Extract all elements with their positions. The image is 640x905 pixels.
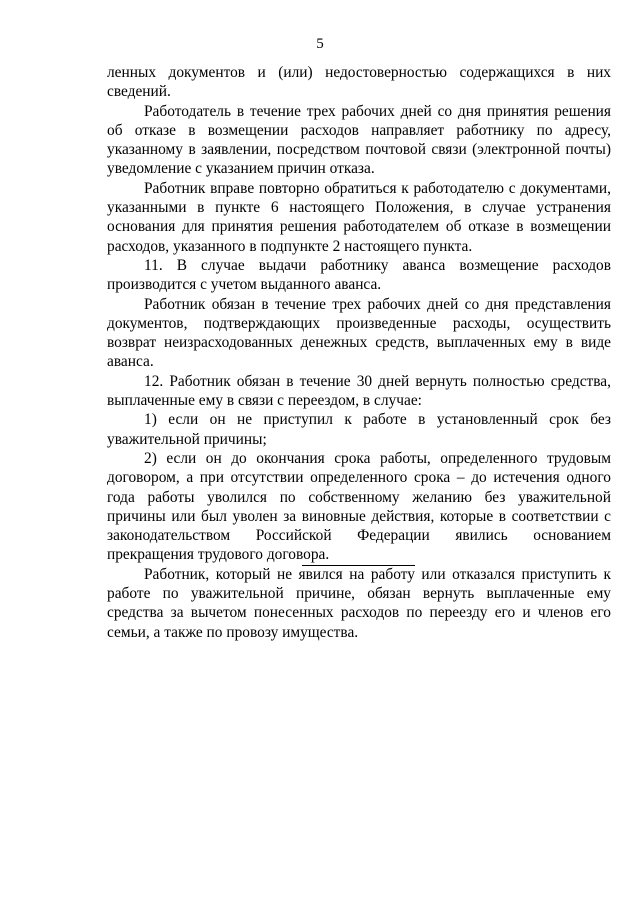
paragraph-reapply: Работник вправе повторно обратиться к работодателю с документами, указанными в пункте 6 настоящего Положения, в случае устранения основания для принятия решения работодателем об отказе в возмещении расходов, указанного в подпункте 2 настоящего пункта.: [107, 179, 611, 255]
paragraph-subitem-1: 1) если он не приступил к работе в установленный срок без уважительной причины;: [107, 411, 611, 448]
end-divider: [302, 565, 415, 566]
paragraph-subitem-2: 2) если он до окончания срока работы, определенного трудовым договором, а при отсутствии определенного срока – до истечения одного года работы уволился по собственному желанию без уважительной причины или был уволен за виновные действия, которые в соответствии с законодательством Российской Федерации явились основанием прекращения трудового договора.: [107, 449, 611, 564]
paragraph-refusal-notice: Работодатель в течение трех рабочих дней со дня принятия решения об отказе в возмещении расходов направляет работнику по адресу, указанному в заявлении, посредством почтовой связи (электронной почты) уведомление с указанием причин отказа.: [107, 102, 611, 178]
paragraph-item-11: 11. В случае выдачи работнику аванса возмещение расходов производится с учетом выданного аванса.: [107, 256, 611, 294]
document-body: [107, 63, 611, 642]
paragraph-advance-return: Работник обязан в течение трех рабочих дней со дня представления документов, подтверждающих произведенные расходы, осуществить возврат неизрасходованных денежных средств, выплаченных ему в виде аванса.: [107, 295, 611, 371]
paragraph-item-12: 12. Работник обязан в течение 30 дней вернуть полностью средства, выплаченные ему в связи с переездом, в случае:: [107, 372, 611, 410]
paragraph-valid-reason: Работник, который не явился на работу или отказался приступить к работе по уважительной причине, обязан вернуть выплаченные ему средства за вычетом понесенных расходов по переезду его и членов его семьи, а также по провозу имущества.: [107, 565, 611, 641]
page-number: 5: [316, 36, 324, 52]
paragraph-continuation: ленных документов и (или) недостоверностью содержащихся в них сведений.: [107, 64, 611, 101]
